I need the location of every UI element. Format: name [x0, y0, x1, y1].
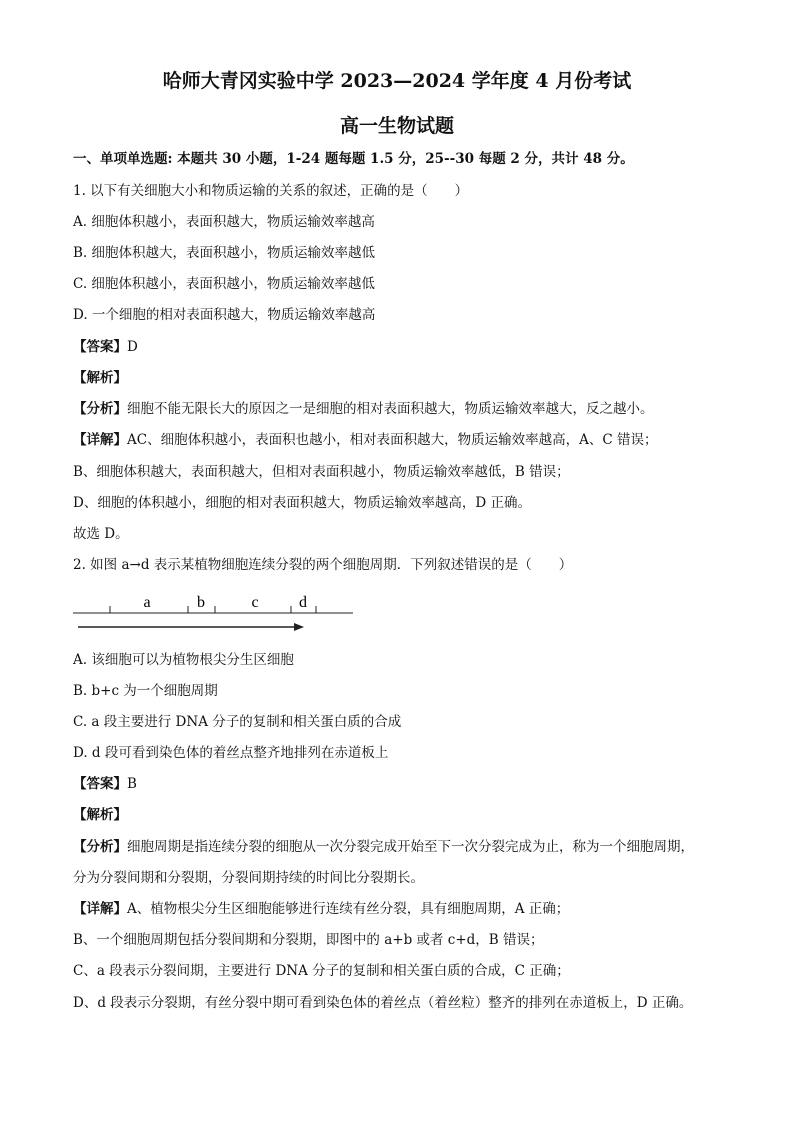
- exam-subtitle: 高一生物试题: [339, 115, 454, 137]
- q2-option-a: A. 该细胞可以为植物根尖分生区细胞: [73, 652, 294, 668]
- q1-detail-3: D、细胞的体积越小，细胞的相对表面积越大，物质运输效率越高，D 正确。: [73, 495, 531, 511]
- q2-detail-4: D、d 段表示分裂期，有丝分裂中期可看到染色体的着丝点（着丝粒）整齐的排列在赤道板上，D 正确。: [73, 995, 693, 1011]
- detail-text: A、植物根尖分生区细胞能够进行连续有丝分裂，具有细胞周期，A 正确；: [127, 901, 570, 917]
- q1-fenxi: [73, 400, 654, 418]
- detail-text: AC、细胞体积越小，表面积也越小，相对表面积越大，物质运输效率越高，A、C 错误；: [127, 432, 658, 448]
- label-c: c: [251, 594, 259, 611]
- q1-analysis-tag: 【解析】: [73, 370, 127, 386]
- q1-detail-1: [73, 431, 657, 449]
- q1-option-d: D. 一个细胞的相对表面积越大，物质运输效率越高: [73, 307, 376, 323]
- q2-stem: 2. 如图 a→d 表示某植物细胞连续分裂的两个细胞周期．下列叙述错误的是（ ）: [73, 557, 573, 573]
- fenxi-text: 细胞周期是指连续分裂的细胞从一次分裂完成开始至下一次分裂完成为止，称为一个细胞周期，: [127, 839, 694, 855]
- q2-answer: [73, 775, 137, 793]
- q1-option-b: B. 细胞体积越大，表面积越小，物质运输效率越低: [73, 245, 376, 261]
- section-heading: 一、单项单选题: 本题共 30 小题，1-24 题每题 1.5 分，25--30 每题 2 分，共计 48 分。: [73, 151, 634, 167]
- q2-detail-1: [73, 900, 569, 918]
- q2-detail-3: C、a 段表示分裂间期，主要进行 DNA 分子的复制和相关蛋白质的合成，C 正确；: [73, 963, 570, 979]
- q2-fenxi-2: 分为分裂间期和分裂期，分裂间期持续的时间比分裂期长。: [73, 870, 424, 886]
- q2-option-c: C. a 段主要进行 DNA 分子的复制和相关蛋白质的合成: [73, 714, 402, 730]
- q1-detail-2: B、细胞体积越大，表面积越大，但相对表面积越小，物质运输效率越低，B 错误；: [73, 464, 570, 480]
- fenxi-tag: 【分析】: [73, 839, 127, 855]
- q2-fenxi-1: [73, 838, 694, 856]
- q1-detail-4: 故选 D。: [73, 526, 129, 542]
- fenxi-tag: 【分析】: [73, 401, 127, 417]
- answer-value: B: [127, 776, 137, 792]
- answer-value: D: [127, 339, 138, 355]
- q1-option-a: A. 细胞体积越小，表面积越大，物质运输效率越高: [73, 214, 375, 230]
- q2-option-b: B. b+c 为一个细胞周期: [73, 683, 218, 699]
- label-b: b: [197, 594, 205, 611]
- q1-stem: 1. 以下有关细胞大小和物质运输的关系的叙述，正确的是（ ）: [73, 183, 469, 199]
- q2-option-d: D. d 段可看到染色体的着丝点整齐地排列在赤道板上: [73, 745, 389, 761]
- q1-answer: [73, 338, 138, 356]
- label-a: a: [143, 594, 151, 611]
- q2-detail-2: B、一个细胞周期包括分裂间期和分裂期，即图中的 a+b 或者 c+d，B 错误；: [73, 932, 544, 948]
- answer-tag: 【答案】: [73, 339, 127, 355]
- xiangjie-tag: 【详解】: [73, 901, 127, 917]
- q2-analysis-tag: 【解析】: [73, 807, 127, 823]
- time-arrow-head: [294, 623, 304, 631]
- fenxi-text: 细胞不能无限长大的原因之一是细胞的相对表面积越大，物质运输效率越大，反之越小。: [127, 401, 654, 417]
- label-d: d: [299, 594, 307, 611]
- exam-title: 哈师大青冈实验中学 2023—2024 学年度 4 月份考试: [162, 70, 632, 92]
- cell-cycle-diagram: [70, 588, 360, 640]
- answer-tag: 【答案】: [73, 776, 127, 792]
- q1-option-c: C. 细胞体积越小，表面积越小，物质运输效率越低: [73, 276, 375, 292]
- xiangjie-tag: 【详解】: [73, 432, 127, 448]
